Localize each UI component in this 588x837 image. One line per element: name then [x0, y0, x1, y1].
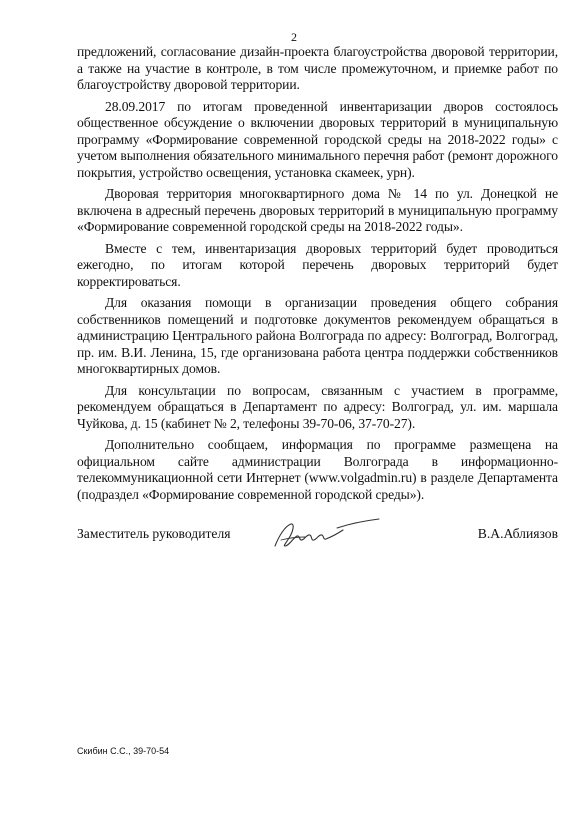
paragraph: Для оказания помощи в организации проведения общего собрания собственников помещений и подготовке документов рекомендуем обращаться в администрацию Центрального района Волгограда по адресу: Волгоград, Волгоград, пр. им. В.И. Ленина, 15, где организована работа центра поддержки собственников многоквартирных домов.: [77, 295, 558, 376]
paragraph: Для консультации по вопросам, связанным с участием в программе, рекомендуем обращаться в Департамент по адресу: Волгоград, ул. им. маршала Чуйкова, д. 15 (кабинет № 2, телефоны 39-70-06, 37-70-27).: [77, 382, 558, 431]
paragraph: Вместе с тем, инвентаризация дворовых территорий будет проводиться ежегодно, по итогам которой перечень дворовых территорий будет корректироваться.: [77, 240, 558, 289]
handwritten-signature: [267, 516, 387, 556]
paragraph: Дополнительно сообщаем, информация по программе размещена на официальном сайте администрации Волгограда в информационно-телекоммуникационной сети Интернет (www.volgadmin.ru) в разделе Департамента (подраздел «Формирование современной городской среды»).: [77, 437, 558, 502]
paragraph: Дворовая территория многоквартирного дома № 14 по ул. Донецкой не включена в адресный перечень дворовых территорий в муниципальную программу «Формирование современной городской среды на 2018-2022 годы».: [77, 186, 558, 234]
paragraph: 28.09.2017 по итогам проведенной инвентаризации дворов состоялось общественное обсуждение о включении дворовых территорий в муниципальную программу «Формирование современной городской среды на 2018-2022 годы» с учетом выполнения обязательного минимального перечня работ (ремонт дорожного покрытия, устройство освещения, установка скамеек, урн).: [77, 98, 558, 180]
signatory-title: Заместитель руководителя: [77, 526, 231, 541]
page-number: 2: [291, 30, 297, 44]
executor-note: Скибин С.С., 39-70-54: [77, 746, 170, 756]
signature-block: [77, 526, 558, 556]
paragraph: предложений, согласование дизайн-проекта благоустройства дворовой территории, а также на участие в контроле, в том числе промежуточном, и приемке работ по благоустройству дворовой территории.: [77, 44, 558, 92]
letter-body: [77, 44, 558, 508]
signatory-name: В.А.Аблиязов: [477, 526, 558, 541]
